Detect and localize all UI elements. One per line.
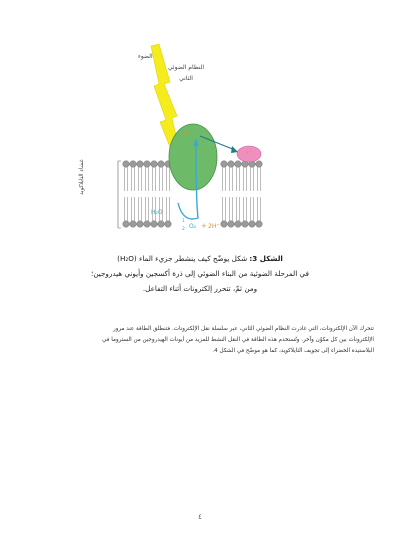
caption-line-2: في المرحلة الضوئية من البناء الضوئي إلى ذرة أكسجين وأيوني هيدروجين؛ [91,269,309,278]
lipid-tail [250,197,253,221]
lipid-tail [159,167,162,191]
lipid-head [123,221,130,228]
caption-line-3: ومن ثمّ، تتحرر إلكترونات أثناء التفاعل. [142,284,258,293]
lipid-head [158,221,165,228]
lipid-tail [257,167,260,191]
lipid-head [221,221,228,228]
lipid-head [137,221,144,228]
lipid-head [256,161,263,168]
lipid-tail [131,197,134,221]
body-line-3: البلاستيدة الخضراء إلى تجويف الثايلاكويد، كما هو موضّح في الشكل 4. [212,348,374,354]
protons-label: 2H⁺ [208,223,220,230]
lipid-tail [124,197,127,221]
lipid-head [123,161,130,168]
lipid-tail [152,167,155,191]
figure-caption [60,251,340,296]
lipid-head [221,161,228,168]
caption-line-1-text: شكل يوضّح كيف ينشطر جزيء الماء (H₂O) [117,254,248,263]
lipid-tail [138,167,141,191]
lipid-tail [166,167,169,191]
lipid-head [137,161,144,168]
lipid-tail [229,197,232,221]
photosystem-label: النظام الضوئي الثاني [167,64,205,82]
body-line-2: الإلكترونات بين كل مكوّن وآخر. وتُستخدم هذه الطاقة في النقل النشط للمزيد من أيونات الهيدروجين من الستروما في [102,337,374,343]
caption-line-1 [60,251,340,266]
electron-label-main: e⁻ [184,131,190,137]
lipid-tail [243,167,246,191]
lipid-head [144,161,151,168]
oxygen-fraction-numerator: 1 [182,219,185,224]
lipid-tail [124,167,127,191]
plus-sign: + [201,222,207,230]
lipid-tail [229,167,232,191]
lipid-tail [138,197,141,221]
lipid-tail [257,197,260,221]
body-paragraph [28,324,374,357]
lipid-head [235,221,242,228]
lipid-tail [145,167,148,191]
lipid-tail [236,197,239,221]
membrane-label: غشاء الثايلاكويد [79,159,85,195]
lipid-head [228,161,235,168]
lipid-tail [131,167,134,191]
lipid-head [249,221,256,228]
lipid-head [242,221,249,228]
oxygen-fraction-denominator: 2 [182,227,185,232]
lipid-head [151,221,158,228]
lipid-tail [222,167,225,191]
electron-transfer-arrowhead [231,146,238,153]
lipid-head [235,161,242,168]
photosystem-ii-protein [169,124,217,190]
lipid-tail [236,167,239,191]
electron-label-carrier: e⁻ [246,150,252,156]
lipid-tail [145,197,148,221]
lipid-head [158,161,165,168]
water-label: H₂O [151,209,163,216]
oxygen-label: O₂ [189,223,197,230]
lipid-head [144,221,151,228]
lipid-tail [250,167,253,191]
lipid-head [130,161,137,168]
body-line-1: تتحرك الآن الإلكترونات، التي غادرت النظام الضوئي الثاني، عبر سلسلة نقل الإلكترونات. فتنطلق الطاقة عند مرور [113,326,374,332]
lipid-tail [222,197,225,221]
lipid-tail [166,197,169,221]
lipid-head [130,221,137,228]
photosystem-figure [79,40,268,245]
caption-label: الشكل 3: [249,254,283,263]
lipid-head [165,221,172,228]
lipid-head [256,221,263,228]
lipid-head [228,221,235,228]
light-label: الضوء [138,53,153,60]
page-number: ٤ [198,513,202,521]
lipid-tail [243,197,246,221]
lipid-head [151,161,158,168]
membrane-bracket [118,161,121,228]
